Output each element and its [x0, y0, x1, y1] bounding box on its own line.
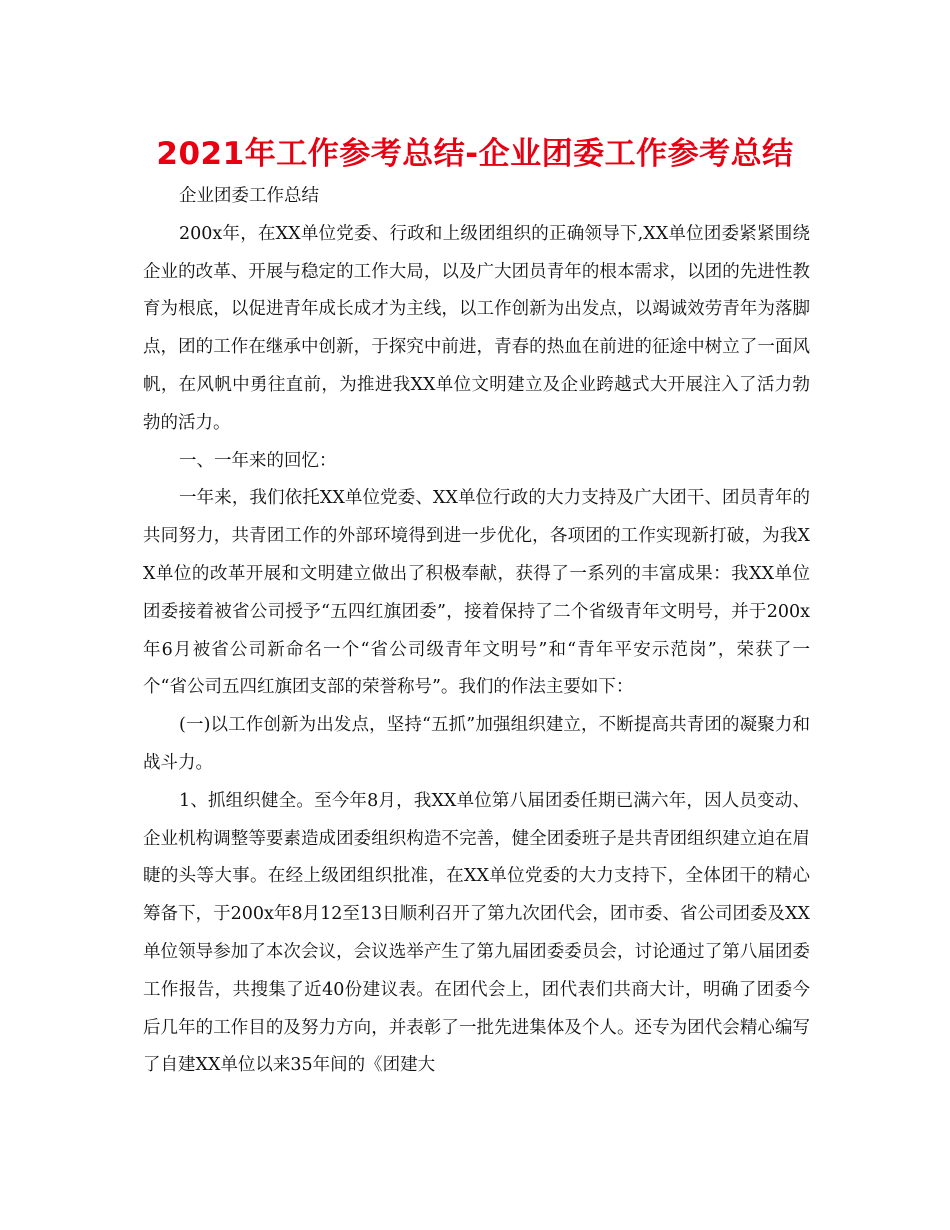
- body-paragraph: 200x年，在XX单位党委、行政和上级团组织的正确领导下,XX单位团委紧紧围绕企业的改革、开展与稳定的工作大局，以及广大团员青年的根本需求，以团的先进性教育为根底，以促进青年成长成才为主线，以工作创新为出发点，以竭诚效劳青年为落脚点，团的工作在继承中创新，于探究中前进，青春的热血在前进的征途中树立了一面风帆，在风帆中勇往直前，为推进我XX单位文明建立及企业跨越式大开展注入了活力勃勃的活力。: [143, 223, 810, 433]
- document-body: [143, 178, 810, 1085]
- body-paragraph: 1、抓组织健全。至今年8月，我XX单位第八届团委任期已满六年，因人员变动、企业机构调整等要素造成团委组织构造不完善，健全团委班子是共青团组织建立迫在眉睫的头等大事。在经上级团组织批准，在XX单位党委的大力支持下，全体团干的精心筹备下，于200x年8月12至13日顺利召开了第九次团代会，团市委、省公司团委及XX单位领导参加了本次会议，会议选举产生了第九届团委委员会，讨论通过了第八届团委工作报告，共搜集了近40份建议表。在团代会上，团代表们共商大计，明确了团委今后几年的工作目的及努力方向，并表彰了一批先进集体及个人。还专为团代会精心编写了自建XX单位以来35年间的《团建大: [143, 790, 810, 1076]
- section-heading: 企业团委工作总结: [179, 186, 319, 206]
- body-paragraph: 一年来，我们依托XX单位党委、XX单位行政的大力支持及广大团干、团员青年的共同努力，共青团工作的外部环境得到进一步优化，各项团的工作实现新打破，为我XX单位的改革开展和文明建立做出了积极奉献，获得了一系列的丰富成果：我XX单位团委接着被省公司授予“五四红旗团委”，接着保持了二个省级青年文明号，并于200x年6月被省公司新命名一个“省公司级青年文明号”和“青年平安示范岗”，荣获了一个“省公司五四红旗团支部的荣誉称号”。我们的作法主要如下：: [143, 488, 810, 698]
- document-title: 2021年工作参考总结-企业团委工作参考总结: [156, 136, 794, 172]
- section-heading: 一、一年来的回忆：: [179, 450, 337, 471]
- body-paragraph: (一)以工作创新为出发点，坚持“五抓”加强组织建立，不断提高共青团的凝聚力和战斗力。: [143, 715, 810, 773]
